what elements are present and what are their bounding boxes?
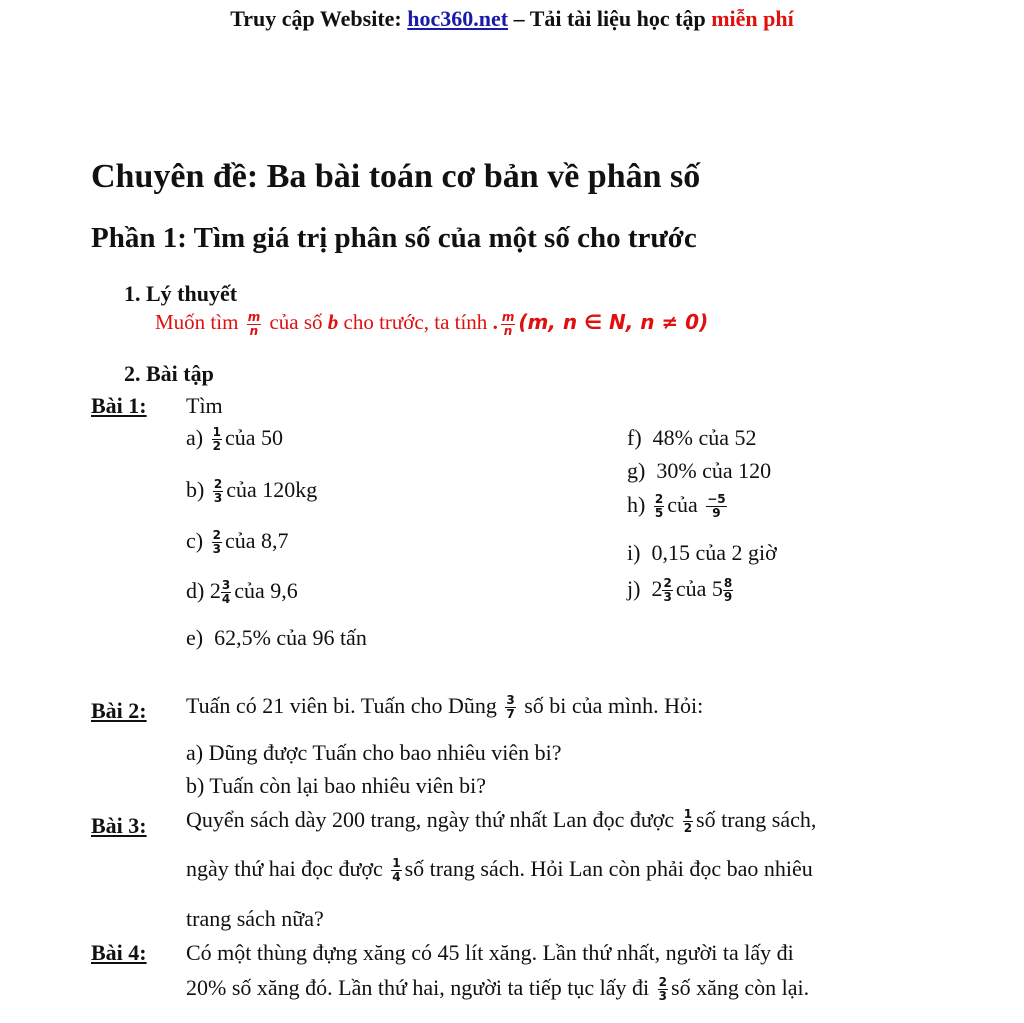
bai1-item-g: g) 30% của 120 [627, 458, 772, 483]
fraction-m-over-n-2: $\frac{m}{n}$ [501, 309, 515, 338]
bai4-label: Bài 4: [91, 940, 147, 965]
fraction: $\frac{3}{7}$ [506, 693, 515, 722]
header-middle: – Tải tài liệu học tập [508, 6, 712, 31]
bai3-line2: ngày thứ hai đọc được $\frac{1}{4}$ số trang sách. Hỏi Lan còn phải đọc bao nhiêu [186, 856, 813, 885]
website-link[interactable]: hoc360.net [407, 6, 509, 31]
bai1-item-h: h) $\frac{2}{5}$ của $\frac{-5}{9}$ [627, 492, 726, 521]
bai4-line2: 20% số xăng đó. Lần thứ hai, người ta tiếp tục lấy đi $\frac{2}{3}$ số xăng còn lại. [186, 975, 810, 1004]
bai4-line1: Có một thùng đựng xăng có 45 lít xăng. Lần thứ nhất, người ta lấy đi [186, 940, 794, 965]
bai1-item-f: f) 48% của 52 [627, 425, 757, 450]
condition-formula: (m, n ∈ N, n ≠ 0) [518, 310, 709, 334]
bai1-item-b: b) $\frac{2}{3}$ của 120kg [186, 477, 318, 506]
bai2-question-b: b) Tuấn còn lại bao nhiêu viên bi? [186, 773, 487, 798]
exercise-heading: 2. Bài tập [124, 361, 214, 386]
bai1-label: Bài 1: [91, 393, 147, 418]
fraction: $\frac{8}{9}$ [723, 576, 733, 605]
bai1-item-e: e) 62,5% của 96 tấn [186, 625, 367, 650]
bai2-label: Bài 2: [91, 698, 147, 723]
theory-heading: 1. Lý thuyết [124, 281, 238, 306]
fraction: $\frac{2}{3}$ [212, 528, 221, 557]
bai3-label: Bài 3: [91, 813, 147, 838]
fraction: $\frac{2}{5}$ [654, 492, 664, 521]
fraction: $\frac{2}{3}$ [658, 975, 668, 1004]
bai1-intro: Tìm [186, 393, 223, 418]
fraction: $\frac{1}{4}$ [392, 856, 401, 885]
fraction: $\frac{1}{2}$ [212, 425, 221, 454]
theory-statement: Muốn tìm $\frac{m}{n}$ của số b cho trước, ta tính . $\frac{m}{n}$ (m, n ∈ N, n ≠ 0) [155, 309, 709, 338]
document-title: Chuyên đề: Ba bài toán cơ bản về phân số [91, 158, 701, 195]
fraction: $\frac{2}{3}$ [663, 576, 672, 605]
part-title: Phần 1: Tìm giá trị phân số của một số cho trước [91, 222, 697, 254]
bai1-item-a: a) $\frac{1}{2}$ của 50 [186, 425, 283, 454]
fraction: $\frac{-5}{9}$ [707, 492, 726, 521]
header-prefix: Truy cập Website: [230, 6, 408, 31]
fraction: $\frac{1}{2}$ [683, 807, 693, 836]
bai1-item-d: d) 2 $\frac{3}{4}$ của 9,6 [186, 578, 298, 607]
bai3-line1: Quyển sách dày 200 trang, ngày thứ nhất Lan đọc được $\frac{1}{2}$ số trang sách, [186, 807, 817, 836]
header-free-highlight: miễn phí [711, 6, 794, 31]
bai1-item-j: j) 2 $\frac{2}{3}$ của 5 $\frac{8}{9}$ [627, 576, 733, 605]
bai1-item-c: c) $\frac{2}{3}$ của 8,7 [186, 528, 289, 557]
bai3-line3: trang sách nữa? [186, 906, 324, 931]
bai1-item-i: i) 0,15 của 2 giờ [627, 540, 777, 565]
bai2-statement: Tuấn có 21 viên bi. Tuấn cho Dũng $\frac{3}{7}$ số bi của mình. Hỏi: [186, 693, 704, 722]
fraction: $\frac{2}{3}$ [213, 477, 223, 506]
bai2-question-a: a) Dũng được Tuấn cho bao nhiêu viên bi? [186, 740, 562, 765]
fraction: $\frac{3}{4}$ [221, 578, 231, 607]
fraction-m-over-n: $\frac{m}{n}$ [247, 309, 261, 338]
site-header [0, 6, 1024, 32]
